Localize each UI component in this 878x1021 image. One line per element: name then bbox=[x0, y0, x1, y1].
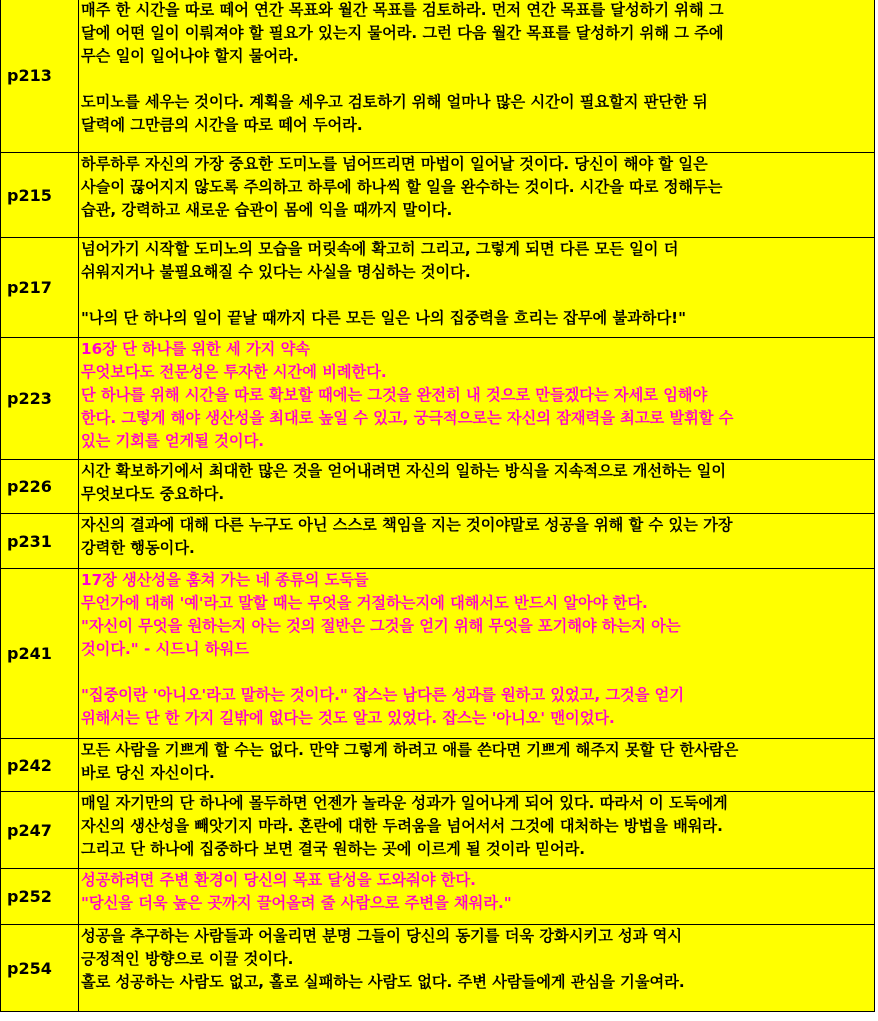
note-row-p252 bbox=[1, 869, 875, 925]
note-line: 자신의 생산성을 빼앗기지 마라. 혼란에 대한 두려움을 넘어서서 그것에 대처하는 방법을 배워라. bbox=[81, 817, 723, 835]
note-line: 무언가에 대해 '예'라고 말할 때는 무엇을 거절하는지에 대해서도 반드시 알아야 한다. bbox=[81, 594, 648, 612]
note-line: 무엇보다도 전문성은 투자한 시간에 비례한다. bbox=[81, 363, 387, 381]
note-text-cell bbox=[79, 460, 875, 514]
note-line: 쉬워지거나 불필요해질 수 있다는 사실을 명심하는 것이다. bbox=[81, 263, 471, 281]
note-line: 하루하루 자신의 가장 중요한 도미노를 넘어뜨리면 마법이 일어날 것이다. 당신이 해야 할 일은 bbox=[81, 155, 708, 173]
note-line: 있는 기회를 얻게될 것이다. bbox=[81, 432, 265, 450]
note-row-p217 bbox=[1, 238, 875, 338]
page-number-cell: p241 bbox=[1, 569, 79, 739]
page-number-cell: p213 bbox=[1, 0, 79, 153]
note-line: 매일 자기만의 단 하나에 몰두하면 언젠가 놀라운 성과가 일어나게 되어 있다. 따라서 이 도둑에게 bbox=[81, 794, 728, 812]
note-text-cell bbox=[79, 569, 875, 739]
note-text-cell bbox=[79, 739, 875, 792]
note-text-cell bbox=[79, 869, 875, 925]
page-number-cell: p215 bbox=[1, 153, 79, 238]
page-number-cell: p226 bbox=[1, 460, 79, 514]
note-row-p242 bbox=[1, 739, 875, 792]
note-line: "나의 단 하나의 일이 끝날 때까지 다른 모든 일은 나의 집중력을 흐리는 잡무에 불과하다!" bbox=[81, 309, 686, 327]
note-line: 그리고 단 하나에 집중하다 보면 결국 원하는 곳에 이르게 될 것이라 믿어라. bbox=[81, 840, 586, 858]
note-line bbox=[81, 661, 874, 684]
note-row-p223 bbox=[1, 338, 875, 460]
note-line: 매주 한 시간을 따로 떼어 연간 목표와 월간 목표를 검토하라. 먼저 연간 목표를 달성하기 위해 그 bbox=[81, 1, 724, 19]
note-line: "집중이란 '아니오'라고 말하는 것이다." 잡스는 남다른 성과를 원하고 있었고, 그것을 얻기 bbox=[81, 686, 685, 704]
page-number-cell: p254 bbox=[1, 925, 79, 1012]
note-line: 무엇보다도 중요하다. bbox=[81, 485, 225, 503]
note-line: 자신의 결과에 대해 다른 누구도 아닌 스스로 책임을 지는 것이야말로 성공을 위해 할 수 있는 가장 bbox=[81, 516, 733, 534]
note-line: 넘어가기 시작할 도미노의 모습을 머릿속에 확고히 그리고, 그렇게 되면 다른 모든 일이 더 bbox=[81, 240, 679, 258]
notes-table-body bbox=[1, 0, 875, 1012]
note-line: 17장 생산성을 훔쳐 가는 네 종류의 도둑들 bbox=[81, 571, 369, 589]
note-row-p231 bbox=[1, 514, 875, 569]
note-line bbox=[81, 68, 874, 91]
note-line: "당신을 더욱 높은 곳까지 끌어올려 줄 사람으로 주변을 채워라." bbox=[81, 894, 512, 912]
note-line: 바로 당신 자신이다. bbox=[81, 764, 215, 782]
note-line: 강력한 행동이다. bbox=[81, 539, 195, 557]
note-text-cell bbox=[79, 792, 875, 869]
note-row-p226 bbox=[1, 460, 875, 514]
page-number-cell: p247 bbox=[1, 792, 79, 869]
note-text-cell bbox=[79, 153, 875, 238]
note-row-p213 bbox=[1, 0, 875, 153]
note-text-cell bbox=[79, 238, 875, 338]
note-text-cell bbox=[79, 925, 875, 1012]
note-line: "자신이 무엇을 원하는지 아는 것의 절반은 그것을 얻기 위해 무엇을 포기해야 하는지 아는 bbox=[81, 617, 681, 635]
note-line bbox=[81, 284, 874, 307]
note-line: 도미노를 세우는 것이다. 계획을 세우고 검토하기 위해 얼마나 많은 시간이 필요할지 판단한 뒤 bbox=[81, 93, 708, 111]
note-line: 긍정적인 방향으로 이끌 것이다. bbox=[81, 950, 294, 968]
note-line: 단 하나를 위해 시간을 따로 확보할 때에는 그것을 완전히 내 것으로 만들겠다는 자세로 임해야 bbox=[81, 386, 708, 404]
note-row-p247 bbox=[1, 792, 875, 869]
note-line: 16장 단 하나를 위한 세 가지 약속 bbox=[81, 340, 310, 358]
page-number-cell: p242 bbox=[1, 739, 79, 792]
note-line: 사슬이 끊어지지 않도록 주의하고 하루에 하나씩 할 일을 완수하는 것이다. 시간을 따로 정해두는 bbox=[81, 178, 723, 196]
note-row-p215 bbox=[1, 153, 875, 238]
note-line: 것이다." - 시드니 하워드 bbox=[81, 640, 249, 658]
note-line: 습관, 강력하고 새로운 습관이 몸에 익을 때까지 말이다. bbox=[81, 201, 453, 219]
note-line: 달에 어떤 일이 이뤄져야 할 필요가 있는지 물어라. 그런 다음 월간 목표를 달성하기 위해 그 주에 bbox=[81, 24, 724, 42]
page-number-cell: p223 bbox=[1, 338, 79, 460]
note-text-cell bbox=[79, 0, 875, 153]
note-line: 위해서는 단 한 가지 길밖에 없다는 것도 알고 있었다. 잡스는 '아니오' 맨이었다. bbox=[81, 709, 615, 727]
note-line: 무슨 일이 일어나야 할지 물어라. bbox=[81, 47, 299, 65]
note-row-p241 bbox=[1, 569, 875, 739]
note-line: 달력에 그만큼의 시간을 따로 떼어 두어라. bbox=[81, 116, 363, 134]
note-line: 시간 확보하기에서 최대한 많은 것을 얻어내려면 자신의 일하는 방식을 지속적으로 개선하는 일이 bbox=[81, 462, 727, 480]
note-line: 홀로 성공하는 사람도 없고, 홀로 실패하는 사람도 없다. 주변 사람들에게 관심을 기울여라. bbox=[81, 973, 685, 991]
note-line: 모든 사람을 기쁘게 할 수는 없다. 만약 그렇게 하려고 애를 쓴다면 기쁘게 해주지 못할 단 한사람은 bbox=[81, 741, 739, 759]
page-number-cell: p252 bbox=[1, 869, 79, 925]
page-number-cell: p231 bbox=[1, 514, 79, 569]
page-number-cell: p217 bbox=[1, 238, 79, 338]
note-row-p254 bbox=[1, 925, 875, 1012]
note-line: 성공하려면 주변 환경이 당신의 목표 달성을 도와줘야 한다. bbox=[81, 871, 476, 889]
note-line: 성공을 추구하는 사람들과 어울리면 분명 그들이 당신의 동기를 더욱 강화시키고 성과 역시 bbox=[81, 927, 682, 945]
note-text-cell bbox=[79, 338, 875, 460]
note-line: 한다. 그렇게 해야 생산성을 최대로 높일 수 있고, 궁극적으로는 자신의 잠재력을 최고로 발휘할 수 bbox=[81, 409, 734, 427]
note-text-cell bbox=[79, 514, 875, 569]
